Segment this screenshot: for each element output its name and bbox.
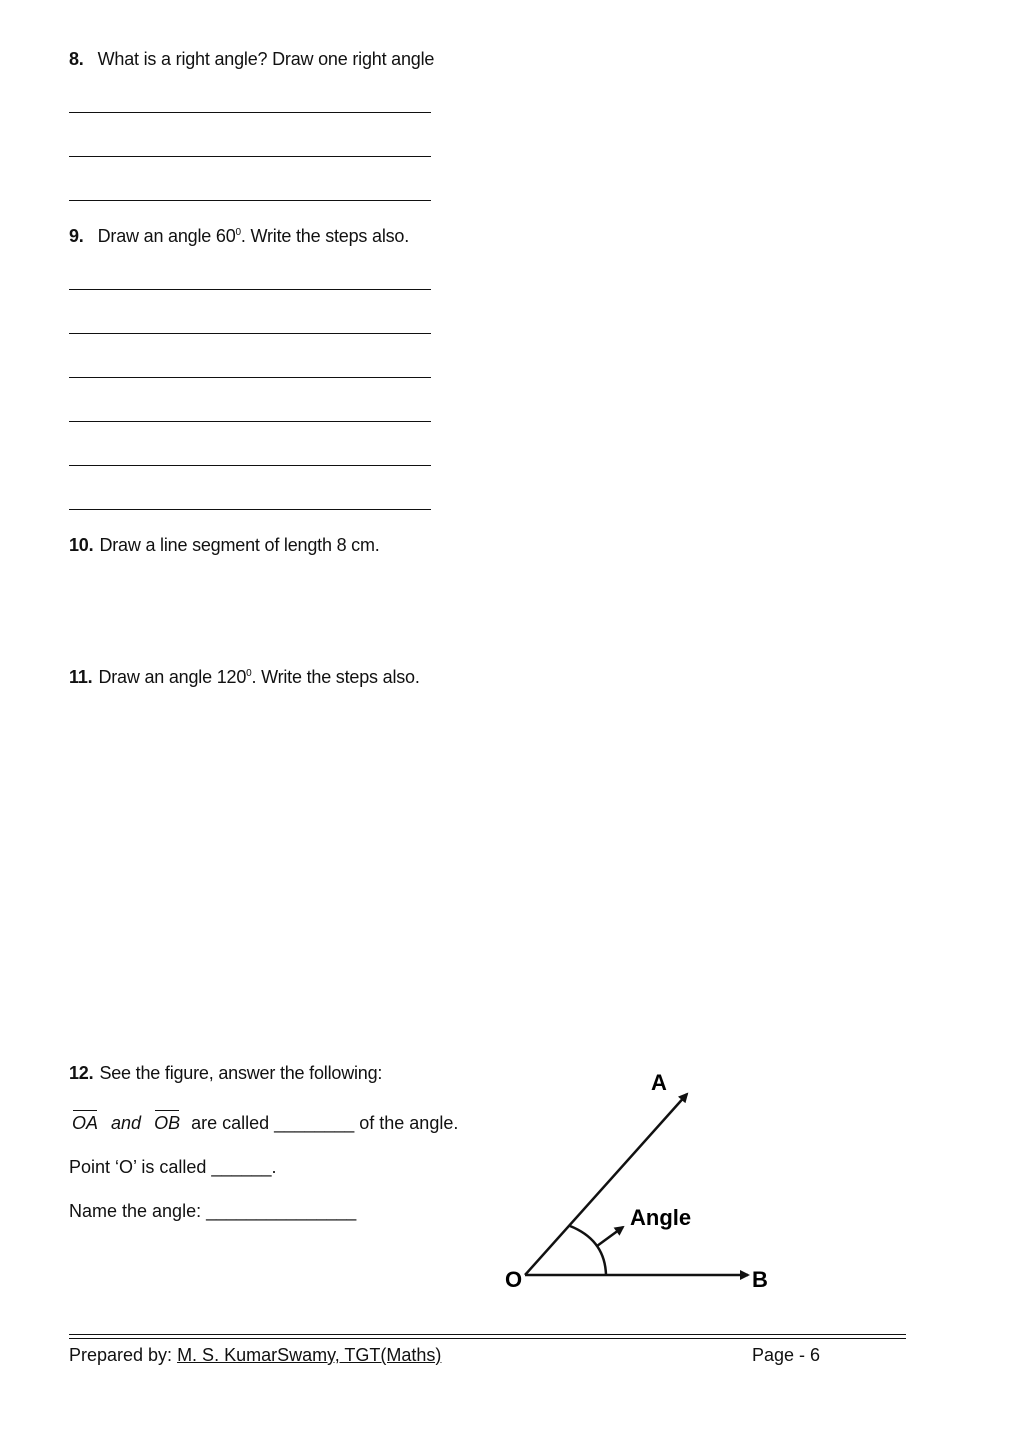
question-number: 11. — [69, 667, 93, 687]
answer-line — [69, 509, 431, 510]
angle-figure — [495, 1060, 795, 1300]
q12-line-name: Name the angle: _______________ — [69, 1201, 357, 1221]
footer-credit — [69, 1345, 441, 1366]
question-9 — [69, 226, 409, 247]
question-number: 12. — [69, 1063, 94, 1083]
footer-rule — [69, 1334, 906, 1339]
prepared-by-label: Prepared by: — [69, 1345, 178, 1365]
question-text-cont: . Write the steps also. — [251, 667, 420, 687]
answer-line — [69, 200, 431, 201]
answer-line — [69, 377, 431, 378]
question-11 — [69, 667, 420, 688]
ray-ob: OB — [154, 1113, 181, 1133]
question-8 — [69, 49, 434, 70]
question-number: 8. — [69, 49, 84, 69]
question-12 — [69, 1063, 382, 1084]
question-text: See the figure, answer the following: — [99, 1063, 383, 1083]
ray-oa: OA — [72, 1113, 99, 1133]
question-number: 9. — [69, 226, 84, 246]
q12-line-rest: are called ________ of the angle. — [191, 1113, 459, 1133]
angle-pointer-arrow — [597, 1227, 623, 1246]
q12-line-rays — [69, 1113, 458, 1134]
degree-superscript: 0 — [246, 668, 252, 679]
label-a: A — [651, 1070, 667, 1095]
answer-line — [69, 289, 431, 290]
label-b: B — [752, 1267, 768, 1292]
answer-line — [69, 112, 431, 113]
question-text-cont: . Write the steps also. — [240, 226, 410, 246]
angle-arc — [570, 1226, 606, 1275]
answer-line — [69, 156, 431, 157]
label-o: O — [505, 1267, 523, 1292]
answer-line — [69, 421, 431, 422]
author-name: M. S. KumarSwamy, TGT(Maths) — [177, 1345, 442, 1365]
question-text: Draw an angle 60 — [97, 226, 236, 246]
question-10 — [69, 535, 380, 556]
conjunction: and — [111, 1113, 142, 1133]
question-text: Draw a line segment of length 8 cm. — [99, 535, 380, 555]
degree-superscript: 0 — [235, 227, 241, 238]
answer-line — [69, 465, 431, 466]
question-text: Draw an angle 120 — [98, 667, 247, 687]
page-number: Page - 6 — [752, 1345, 821, 1365]
question-number: 10. — [69, 535, 94, 555]
question-text: What is a right angle? Draw one right angle — [97, 49, 435, 69]
answer-line — [69, 333, 431, 334]
ray-oa-line — [525, 1094, 687, 1275]
q12-line-vertex: Point ‘O’ is called ______. — [69, 1157, 277, 1177]
label-angle: Angle — [630, 1205, 692, 1230]
